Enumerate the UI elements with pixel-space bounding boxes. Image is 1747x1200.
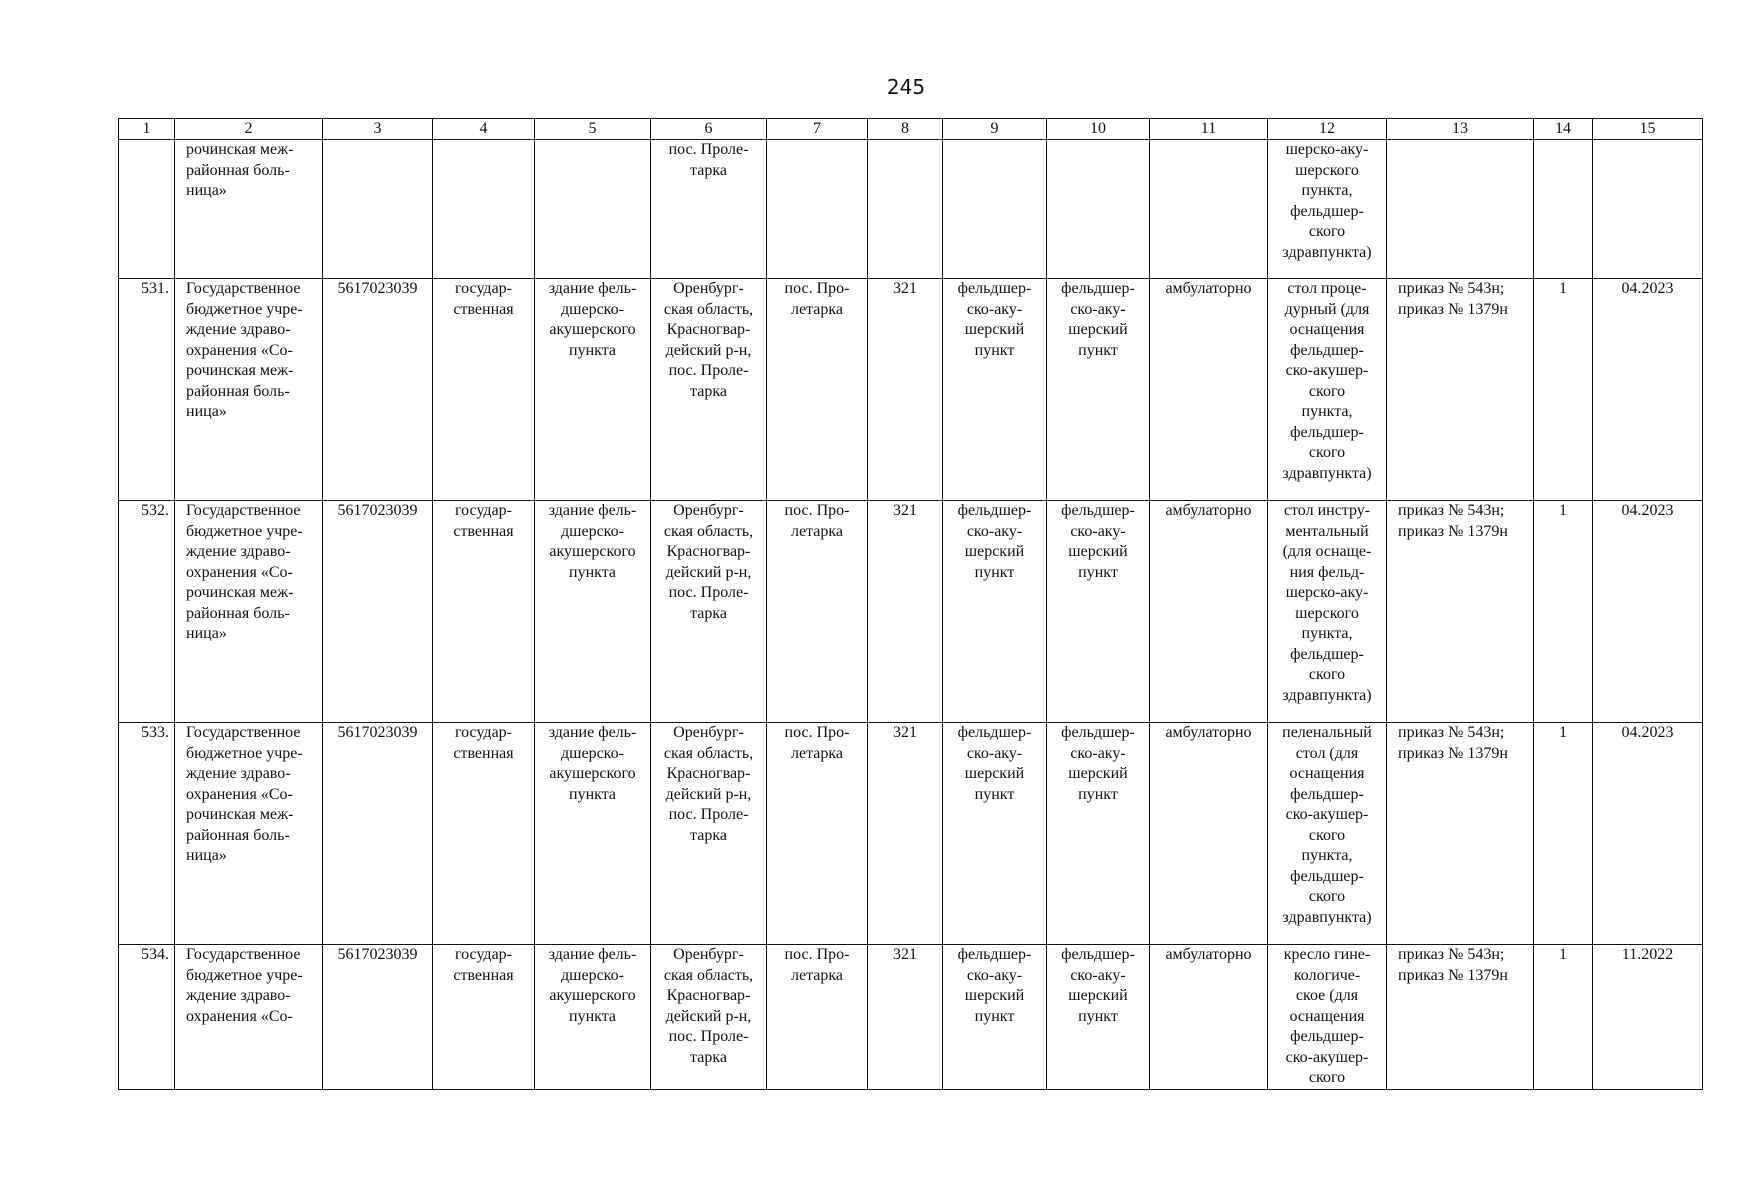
cell-line: ская область,: [663, 300, 754, 318]
cell-line: пункта: [569, 1007, 616, 1025]
cell-line: районная боль-: [186, 604, 290, 622]
cell-continuation-qty: [1534, 140, 1593, 279]
cell-line: пункт: [1078, 341, 1118, 359]
column-number-cell: 1: [119, 119, 175, 140]
cell-line: ско-аку-: [966, 966, 1023, 984]
cell-continuation-ownership: [433, 140, 535, 279]
cell-line: пос. Проле-: [668, 1028, 749, 1045]
cell-equipment: [1268, 501, 1387, 723]
cell-line: здание фель-: [548, 502, 637, 519]
cell-line: пункта: [569, 785, 616, 803]
cell-line: летарка: [790, 522, 843, 540]
cell-line: ско-аку-: [1070, 300, 1126, 318]
cell-line: пункта,: [1301, 182, 1353, 199]
cell-line: фельдшер-: [957, 946, 1032, 963]
cell-date: 04.2023: [1593, 501, 1703, 723]
cell-line: ница»: [186, 403, 227, 420]
cell-building: [535, 279, 651, 501]
cell-line: бюджетное учре-: [186, 522, 303, 540]
cell-code: 321: [868, 501, 943, 723]
cell-line: фельдшер-: [1290, 867, 1364, 885]
cell-line: дурный (для: [1284, 300, 1370, 318]
cell-line: ско-акушер-: [1285, 1048, 1369, 1066]
cell-row-number: 531.: [119, 279, 175, 501]
column-number-cell: 15: [1593, 119, 1703, 140]
cell-care-mode: амбулаторно: [1150, 723, 1268, 945]
cell-line: рочинская меж-: [186, 806, 294, 823]
cell-line: фельдшер-: [1290, 341, 1364, 359]
cell-line: акушерского: [549, 765, 636, 782]
cell-continuation-basis: [1387, 140, 1534, 279]
cell-line: охранения «Со-: [186, 1007, 293, 1025]
table-row: [119, 945, 1703, 1090]
cell-ownership: [433, 723, 535, 945]
table-row: [119, 723, 1703, 945]
cell-code: 321: [868, 279, 943, 501]
cell-line: дейский р-н,: [665, 563, 752, 581]
cell-line: шерский: [1068, 765, 1128, 782]
column-number-cell: 6: [651, 119, 767, 140]
cell-line: ждение здраво-: [186, 543, 291, 560]
cell-line: шерско-аку-: [1285, 141, 1369, 158]
cell-line: ственная: [453, 522, 514, 540]
column-number-cell: 2: [175, 119, 323, 140]
cell-line: государ-: [454, 724, 512, 741]
column-number-cell: 3: [323, 119, 433, 140]
cell-continuation-type9: [943, 140, 1047, 279]
cell-line: Красногвар-: [666, 765, 751, 782]
cell-inn: 5617023039: [323, 501, 433, 723]
cell-line: здравпункта): [1282, 908, 1372, 926]
column-number-cell: 10: [1047, 119, 1150, 140]
cell-continuation-org: [175, 140, 323, 279]
cell-line: фельдшер-: [1290, 202, 1364, 220]
cell-facility-subtype: [1047, 723, 1150, 945]
cell-line: государ-: [454, 946, 512, 963]
cell-line: Красногвар-: [666, 987, 751, 1004]
cell-line: фельдшер-: [1290, 423, 1364, 441]
cell-organization: [175, 279, 323, 501]
cell-continuation-equipment: [1268, 140, 1387, 279]
cell-line: Государственное: [186, 724, 301, 741]
cell-line: оснащения: [1289, 321, 1365, 338]
cell-line: ско-аку-: [966, 300, 1023, 318]
cell-line: ско-аку-: [966, 744, 1023, 762]
cell-line: Оренбург-: [673, 502, 744, 519]
cell-line: ского: [1308, 888, 1346, 905]
cell-line: приказ № 543н;: [1398, 946, 1505, 963]
cell-line: охранения «Со-: [186, 341, 293, 359]
cell-line: рочинская меж-: [186, 584, 294, 601]
cell-line: ско-аку-: [966, 522, 1023, 540]
cell-line: ница»: [186, 182, 227, 199]
cell-equipment: [1268, 945, 1387, 1090]
cell-line: ница»: [186, 847, 227, 864]
cell-line: тарка: [690, 826, 727, 844]
cell-line: ского: [1308, 666, 1346, 683]
cell-line: пос. Проле-: [668, 362, 749, 379]
cell-line: фельдшер-: [1061, 946, 1135, 963]
cell-settlement: [767, 945, 868, 1090]
cell-organization: [175, 501, 323, 723]
cell-line: ская область,: [663, 966, 754, 984]
cell-line: шерского: [1295, 604, 1359, 622]
cell-line: пункта,: [1301, 847, 1353, 864]
cell-line: стол (для: [1295, 744, 1359, 762]
cell-line: дшерско-: [561, 744, 624, 762]
cell-line: ского: [1308, 223, 1346, 240]
cell-legal-basis: [1387, 279, 1534, 501]
cell-line: районная боль-: [186, 826, 290, 844]
cell-line: пос. Проле-: [668, 584, 749, 601]
cell-line: акушерского: [549, 543, 636, 560]
cell-line: рочинская меж-: [186, 362, 294, 379]
cell-facility-subtype: [1047, 945, 1150, 1090]
cell-line: фельдшер-: [957, 502, 1032, 519]
cell-line: стол проце-: [1287, 280, 1367, 297]
cell-row-number: 533.: [119, 723, 175, 945]
cell-line: бюджетное учре-: [186, 744, 303, 762]
cell-continuation-inn: [323, 140, 433, 279]
cell-line: дшерско-: [561, 966, 624, 984]
cell-line: ния фельд-: [1289, 563, 1365, 581]
cell-line: оснащения: [1289, 765, 1365, 782]
cell-line: фельдшер-: [1290, 1028, 1364, 1045]
cell-line: охранения «Со-: [186, 785, 293, 803]
cell-quantity: 1: [1534, 945, 1593, 1090]
cell-equipment: [1268, 723, 1387, 945]
cell-quantity: 1: [1534, 279, 1593, 501]
cell-line: районная боль-: [186, 382, 290, 400]
table-row-continuation: [119, 140, 1703, 279]
cell-line: тарка: [690, 1048, 727, 1066]
cell-line: тарка: [690, 161, 727, 179]
cell-care-mode: амбулаторно: [1150, 501, 1268, 723]
page-number: 245: [886, 75, 926, 99]
cell-line: ско-аку-: [1070, 966, 1126, 984]
cell-continuation-address: [651, 140, 767, 279]
cell-row-number: 532.: [119, 501, 175, 723]
cell-code: 321: [868, 723, 943, 945]
cell-line: шерско-аку-: [1285, 584, 1369, 601]
cell-facility-type: [943, 723, 1047, 945]
cell-line: пункт: [974, 563, 1015, 581]
cell-line: шерский: [1068, 987, 1128, 1004]
cell-line: здание фель-: [548, 946, 637, 963]
cell-continuation-num: [119, 140, 175, 279]
cell-line: пункта: [569, 341, 616, 359]
table-row: [119, 279, 1703, 501]
cell-line: приказ № 543н;: [1398, 724, 1505, 741]
cell-line: ского: [1308, 826, 1346, 844]
cell-line: фельдшер-: [957, 280, 1032, 297]
cell-line: шерский: [964, 765, 1025, 782]
cell-line: тарка: [690, 382, 727, 400]
cell-line: пункт: [974, 785, 1015, 803]
cell-line: шерский: [964, 321, 1025, 338]
cell-line: дейский р-н,: [665, 341, 752, 359]
cell-building: [535, 723, 651, 945]
cell-line: тарка: [690, 604, 727, 622]
cell-line: летарка: [790, 966, 843, 984]
cell-line: ского: [1308, 444, 1346, 461]
cell-line: ждение здраво-: [186, 987, 291, 1004]
cell-quantity: 1: [1534, 501, 1593, 723]
cell-address: [651, 945, 767, 1090]
cell-line: ственная: [453, 966, 514, 984]
cell-organization: [175, 945, 323, 1090]
cell-line: пункта: [569, 563, 616, 581]
cell-line: охранения «Со-: [186, 563, 293, 581]
cell-row-number: 534.: [119, 945, 175, 1090]
cell-line: пос. Проле-: [668, 141, 749, 158]
cell-settlement: [767, 723, 868, 945]
cell-line: пункт: [1078, 1007, 1118, 1025]
cell-inn: 5617023039: [323, 945, 433, 1090]
cell-line: дшерско-: [561, 522, 624, 540]
cell-date: 11.2022: [1593, 945, 1703, 1090]
cell-line: здание фель-: [548, 280, 637, 297]
cell-inn: 5617023039: [323, 279, 433, 501]
cell-date: 04.2023: [1593, 723, 1703, 945]
cell-code: 321: [868, 945, 943, 1090]
cell-line: Оренбург-: [673, 946, 744, 963]
column-number-cell: 14: [1534, 119, 1593, 140]
cell-line: пеленальный: [1282, 724, 1372, 741]
cell-facility-type: [943, 501, 1047, 723]
cell-line: кологиче-: [1293, 966, 1361, 984]
cell-line: приказ № 1379н: [1398, 966, 1508, 984]
cell-line: ско-акушер-: [1285, 362, 1369, 379]
cell-line: летарка: [790, 744, 843, 762]
cell-care-mode: амбулаторно: [1150, 945, 1268, 1090]
cell-line: пункт: [1078, 563, 1118, 581]
column-number-cell: 13: [1387, 119, 1534, 140]
cell-line: здравпункта): [1282, 243, 1372, 261]
column-number-cell: 7: [767, 119, 868, 140]
cell-line: приказ № 1379н: [1398, 744, 1508, 762]
column-number-cell: 5: [535, 119, 651, 140]
cell-building: [535, 501, 651, 723]
cell-line: пос. Про-: [784, 724, 850, 741]
cell-line: фельдшер-: [957, 724, 1032, 741]
cell-inn: 5617023039: [323, 723, 433, 945]
cell-settlement: [767, 501, 868, 723]
cell-line: ского: [1308, 1069, 1346, 1086]
table-row: [119, 501, 1703, 723]
column-number-cell: 11: [1150, 119, 1268, 140]
cell-line: (для оснаще-: [1282, 543, 1372, 560]
registry-table-body: [119, 119, 1703, 1090]
cell-line: пункт: [974, 341, 1015, 359]
cell-line: летарка: [790, 300, 843, 318]
cell-line: шерский: [1068, 321, 1128, 338]
cell-line: дшерско-: [561, 300, 624, 318]
cell-line: государ-: [454, 280, 512, 297]
cell-equipment: [1268, 279, 1387, 501]
cell-facility-subtype: [1047, 501, 1150, 723]
cell-line: пос. Про-: [784, 946, 850, 963]
cell-line: фельдшер-: [1290, 645, 1364, 663]
cell-date: 04.2023: [1593, 279, 1703, 501]
cell-line: фельдшер-: [1061, 724, 1135, 741]
cell-line: оснащения: [1289, 1007, 1365, 1025]
cell-line: акушерского: [549, 987, 636, 1004]
cell-line: рочинская меж-: [186, 141, 294, 158]
cell-line: пункта,: [1301, 625, 1353, 642]
cell-ownership: [433, 501, 535, 723]
cell-legal-basis: [1387, 945, 1534, 1090]
cell-line: ская область,: [663, 522, 754, 540]
cell-continuation-code: [868, 140, 943, 279]
cell-settlement: [767, 279, 868, 501]
cell-line: ское (для: [1295, 987, 1359, 1004]
cell-line: ственная: [453, 744, 514, 762]
cell-line: шерский: [1068, 543, 1128, 560]
cell-line: ментальный: [1285, 522, 1369, 540]
cell-address: [651, 279, 767, 501]
cell-line: ского: [1308, 382, 1346, 400]
column-number-cell: 8: [868, 119, 943, 140]
cell-line: стол инстру-: [1283, 502, 1371, 519]
cell-continuation-building: [535, 140, 651, 279]
cell-line: здравпункта): [1282, 686, 1372, 704]
cell-line: акушерского: [549, 321, 636, 338]
cell-line: Красногвар-: [666, 543, 751, 560]
cell-line: фельдшер-: [1061, 502, 1135, 519]
cell-continuation-mode: [1150, 140, 1268, 279]
cell-line: Оренбург-: [673, 280, 744, 297]
cell-facility-type: [943, 279, 1047, 501]
cell-line: Красногвар-: [666, 321, 751, 338]
cell-line: ско-аку-: [1070, 744, 1126, 762]
cell-line: приказ № 1379н: [1398, 300, 1508, 318]
cell-line: ская область,: [663, 744, 754, 762]
cell-line: приказ № 543н;: [1398, 280, 1505, 297]
cell-line: ждение здраво-: [186, 321, 291, 338]
cell-line: здание фель-: [548, 724, 637, 741]
cell-line: приказ № 543н;: [1398, 502, 1505, 519]
cell-line: бюджетное учре-: [186, 300, 303, 318]
cell-line: бюджетное учре-: [186, 966, 303, 984]
cell-ownership: [433, 279, 535, 501]
column-number-cell: 12: [1268, 119, 1387, 140]
cell-line: государ-: [454, 502, 512, 519]
column-number-cell: 4: [433, 119, 535, 140]
cell-line: приказ № 1379н: [1398, 522, 1508, 540]
cell-facility-type: [943, 945, 1047, 1090]
cell-line: шерского: [1295, 161, 1359, 179]
cell-building: [535, 945, 651, 1090]
cell-line: пос. Про-: [784, 502, 850, 519]
cell-line: шерский: [964, 543, 1025, 560]
cell-line: ско-акушер-: [1285, 806, 1369, 823]
cell-line: пункт: [1078, 785, 1118, 803]
cell-continuation-date: [1593, 140, 1703, 279]
cell-line: кресло гине-: [1283, 946, 1371, 963]
cell-line: Государственное: [186, 502, 301, 519]
cell-continuation-settlement: [767, 140, 868, 279]
cell-line: пос. Проле-: [668, 806, 749, 823]
column-number-row: [119, 119, 1703, 140]
cell-line: Оренбург-: [673, 724, 744, 741]
cell-address: [651, 723, 767, 945]
cell-legal-basis: [1387, 723, 1534, 945]
cell-line: ственная: [453, 300, 514, 318]
cell-line: ждение здраво-: [186, 765, 291, 782]
cell-organization: [175, 723, 323, 945]
cell-quantity: 1: [1534, 723, 1593, 945]
cell-line: ница»: [186, 625, 227, 642]
registry-table: [118, 118, 1703, 1090]
cell-line: пункт: [974, 1007, 1015, 1025]
cell-address: [651, 501, 767, 723]
cell-continuation-type10: [1047, 140, 1150, 279]
cell-line: дейский р-н,: [665, 785, 752, 803]
cell-line: ско-аку-: [1070, 522, 1126, 540]
cell-line: фельдшер-: [1290, 785, 1364, 803]
cell-line: дейский р-н,: [665, 1007, 752, 1025]
cell-care-mode: амбулаторно: [1150, 279, 1268, 501]
cell-line: шерский: [964, 987, 1025, 1004]
cell-line: здравпункта): [1282, 464, 1372, 482]
cell-line: Государственное: [186, 946, 301, 963]
cell-line: пункта,: [1301, 403, 1353, 420]
column-number-cell: 9: [943, 119, 1047, 140]
cell-line: Государственное: [186, 280, 301, 297]
cell-facility-subtype: [1047, 279, 1150, 501]
cell-line: районная боль-: [186, 161, 290, 179]
cell-line: фельдшер-: [1061, 280, 1135, 297]
cell-legal-basis: [1387, 501, 1534, 723]
cell-ownership: [433, 945, 535, 1090]
cell-line: пос. Про-: [784, 280, 850, 297]
